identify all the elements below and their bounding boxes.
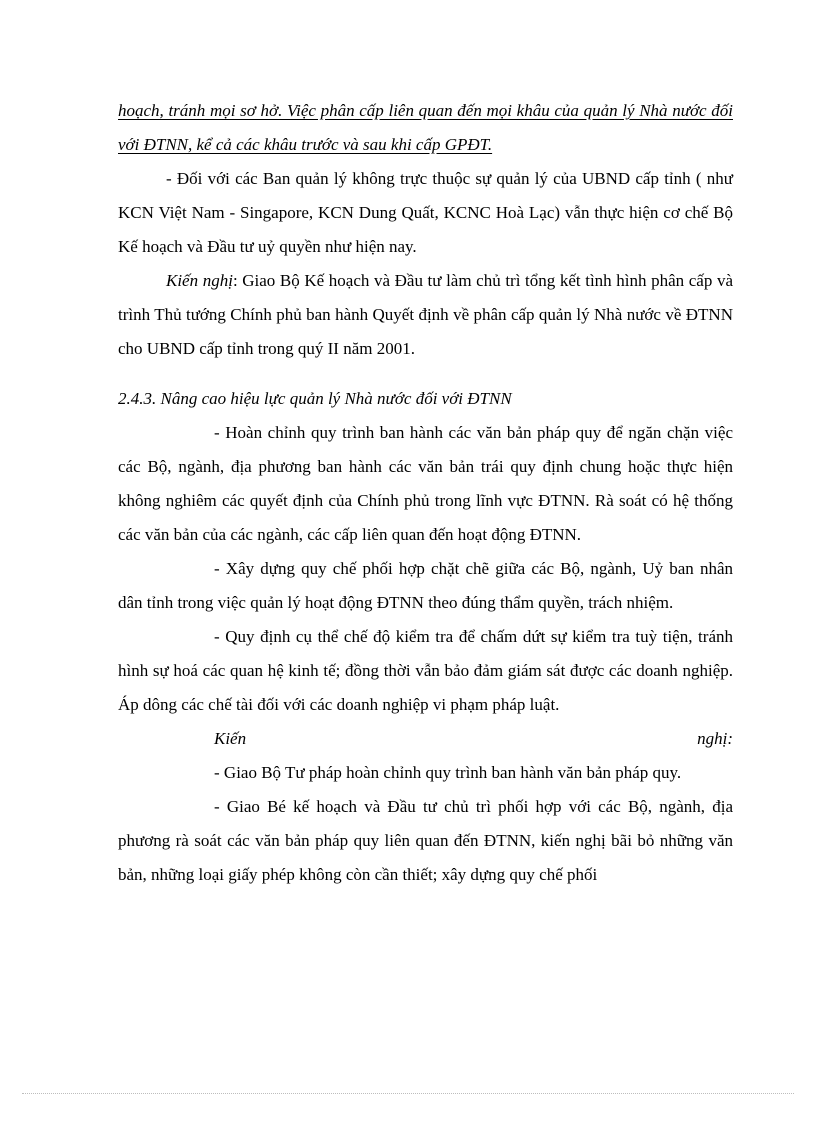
page-body [118,94,733,892]
bullet-paragraph-4: - Giao Bộ Tư pháp hoàn chỉnh quy trình ban hành văn bản pháp quy. [214,763,682,782]
recommendation-line-2 [118,722,733,756]
intro-paragraph: hoạch, tránh mọi sơ hở. Việc phân cấp liên quan đến mọi khâu của quản lý Nhà nước đối với ĐTNN, kể cả các khâu trước và sau khi cấp GPĐT. [118,101,733,154]
management-boards-paragraph: - Đối với các Ban quản lý không trực thuộc sự quản lý của UBND cấp tỉnh ( như KCN Việt Nam - Singapore, KCN Dung Quất, KCNC Hoà Lạc) vẫn thực hiện cơ chế Bộ Kế hoạch và Đầu tư uỷ quyền như hiện nay. [118,169,733,256]
recommendation-word-2: nghị: [697,729,733,748]
recommendation-word-1: Kiến [214,729,247,748]
bullet-paragraph-5: - Giao Bé kế hoạch và Đầu tư chủ trì phối hợp với các Bộ, ngành, địa phương rà soát các văn bản pháp quy liên quan đến ĐTNN, kiến nghị bãi bỏ những văn bản, những loại giấy phép không còn cần thiết; xây dựng quy chế phối [118,797,733,884]
bullet-paragraph-3: - Quy định cụ thể chế độ kiểm tra để chấm dứt sự kiểm tra tuỳ tiện, tránh hình sự hoá các quan hệ kinh tế; đồng thời vẫn bảo đảm giám sát được các doanh nghiệp. Áp dông các chế tài đối với các doanh nghiệp vi phạm pháp luật. [118,627,733,714]
recommendation-label-1: Kiến nghị [166,271,233,290]
bullet-paragraph-2: - Xây dựng quy chế phối hợp chặt chẽ giữa các Bộ, ngành, Uỷ ban nhân dân tỉnh trong việc quản lý hoạt động ĐTNN theo đúng thẩm quyền, trách nhiệm. [118,559,733,612]
section-heading: 2.4.3. Nâng cao hiệu lực quản lý Nhà nước đối với ĐTNN [118,389,512,408]
page-bottom-divider [22,1093,794,1094]
recommendation-text-1: : Giao Bộ Kế hoạch và Đầu tư làm chủ trì tổng kết tình hình phân cấp và trình Thủ tướng Chính phủ ban hành Quyết định về phân cấp quản lý Nhà nước về ĐTNN cho UBND cấp tỉnh trong quý II năm 2001. [118,271,733,358]
bullet-paragraph-1: - Hoàn chỉnh quy trình ban hành các văn bản pháp quy để ngăn chặn việc các Bộ, ngành, địa phương ban hành các văn bản trái quy định chung hoặc thực hiện không nghiêm các quyết định của Chính phủ trong lĩnh vực ĐTNN. Rà soát có hệ thống các văn bản của các ngành, các cấp liên quan đến hoạt động ĐTNN. [118,423,733,544]
recommendation-paragraph-1 [118,264,733,366]
